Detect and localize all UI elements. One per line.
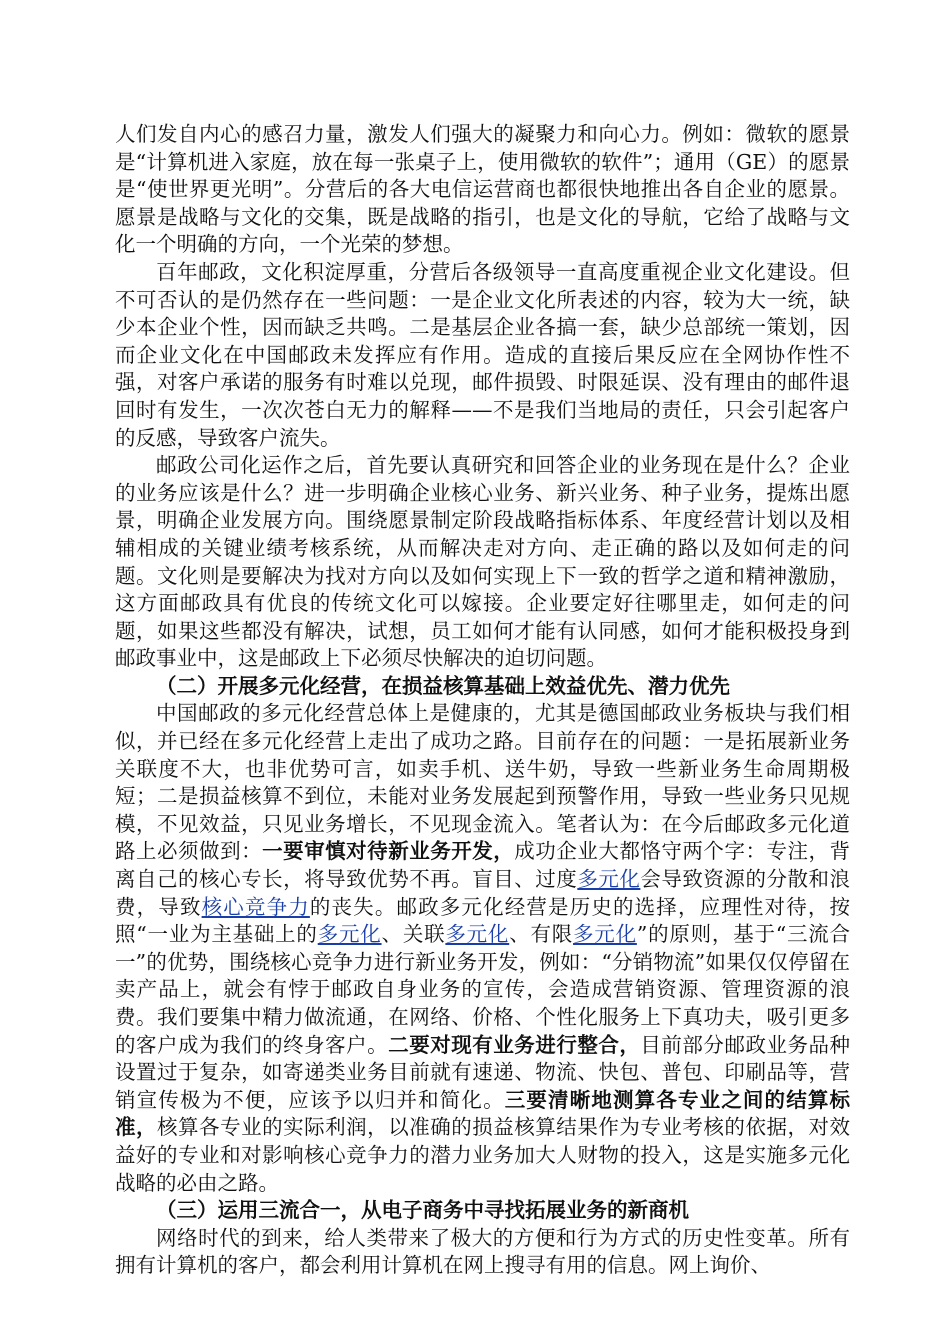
body-paragraph [115, 1225, 850, 1280]
text-run: 成功企业大都恪守两个字：专注，背离自己的核心专长，将导致优势不再。盲目、过度 [115, 839, 851, 892]
text-run: 邮政公司化运作之后，首先要认真研究和回答企业的业务现在是什么？企业的业务应该是什么？进一步明确企业核心业务、新兴业务、种子业务，提炼出愿景，明确企业发展方向。围绕愿景制定阶段战略指标体系、年度经营计划以及相辅相成的关键业绩考核系统，从而解决走对方向、走正确的路以及如何走的问题。文化则是要解决为找对方向以及如何实现上下一致的哲学之道和精神激励，这方面邮政具有优良的传统文化可以嫁接。企业要定好往哪里走，如何走的问题，如果这些都没有解决，试想，员工如何才能有认同感，如何才能积极投身到邮政事业中，这是邮政上下必须尽快解决的迫切问题。 [115, 453, 850, 671]
text-run: 、有限 [509, 922, 574, 947]
text-run: 的丧失。邮政多元化经营是历史的选择，应理性对待，按照“一业为主基础上的 [115, 894, 851, 947]
text-run: （三）运用三流合一，从电子商务中寻找拓展业务的新商机 [156, 1198, 689, 1223]
document-page [115, 121, 850, 1280]
text-run: 会导致资源的分散和浪费，导致 [115, 867, 851, 919]
text-run: 中国邮政的多元化经营总体上是健康的，尤其是德国邮政业务板块与我们相似，并已经在多元化经营上走出了成功之路。目前存在的问题：一是拓展新业务关联度不大，也非优势可言，如卖手机、送牛奶，导致一些新业务生命周期极短；二是损益核算不到位，未能对业务发展起到预警作用，导致一些业务只见规模，不见效益，只见业务增长，不见现金流入。笔者认为：在今后邮政多元化道路上必须做到： [115, 701, 850, 864]
body-paragraph [115, 700, 850, 1197]
text-run: 目前部分邮政业务品种设置过于复杂，如寄递类业务目前就有速递、物流、快包、普包、印刷品等，营销宣传极为不便，应该予以归并和简化。 [115, 1032, 851, 1112]
text-run: 人们发自内心的感召力量，激发人们强大的凝聚力和向心力。例如：微软的愿景是“计算机进入家庭，放在每一张桌子上，使用微软的软件”；通用（GE）的愿景是“使世界更光明”。分营后的各大电信运营商也都很快地推出各自企业的愿景。愿景是战略与文化的交集，既是战略的指引，也是文化的导航，它给了战略与文化一个明确的方向，一个光荣的梦想。 [115, 122, 850, 257]
text-run: 百年邮政，文化积淀厚重，分营后各级领导一直高度重视企业文化建设。但不可否认的是仍然存在一些问题：一是企业文化所表述的内容，较为大一统，缺少本企业个性，因而缺乏共鸣。二是基层企业各搞一套，缺少总部统一策划，因而企业文化在中国邮政未发挥应有作用。造成的直接后果反应在全网协作性不强，对客户承诺的服务有时难以兑现，邮件损毁、时限延误、没有理由的邮件退回时有发生，一次次苍白无力的解释——不是我们当地局的责任，只会引起客户的反感，导致客户流失。 [115, 259, 850, 450]
term-link[interactable]: 多元化 [577, 867, 641, 892]
text-run: （二）开展多元化经营，在损益核算基础上效益优先、潜力优先 [156, 673, 730, 698]
text-run: 网络时代的到来，给人类带来了极大的方便和行为方式的历史性变革。所有拥有计算机的客户，都会利用计算机在网上搜寻有用的信息。网上询价、 [115, 1225, 850, 1278]
emphasis-text: 一要审慎对待新业务开发， [262, 839, 515, 864]
emphasis-text: 二要对现有业务进行整合， [388, 1032, 641, 1057]
text-run: 、关联 [381, 922, 446, 947]
text-run: 核算各专业的实际利润，以准确的损益核算结果作为专业考核的依据，对效益好的专业和对影响核心竞争力的潜力业务加大人财物的投入，这是实施多元化战略的必由之路。 [115, 1115, 850, 1195]
body-paragraph [115, 259, 850, 452]
body-paragraph [115, 452, 850, 673]
term-link[interactable]: 多元化 [317, 922, 382, 947]
section-heading [115, 673, 850, 701]
term-link[interactable]: 核心竞争力 [201, 894, 310, 919]
text-run: ”的原则，基于“三流合一”的优势，围绕核心竞争力进行新业务开发，例如：“分销物流”如果仅仅停留在卖产品上，就会有悖于邮政自身业务的宣传，会造成营销资源、管理资源的浪费。我们要集中精力做流通，在网络、价格、个性化服务上下真功夫，吸引更多的客户成为我们的终身客户。 [115, 922, 851, 1057]
emphasis-text: 三要清晰地测算各专业之间的结算标准， [115, 1087, 851, 1140]
term-link[interactable]: 多元化 [573, 922, 637, 947]
body-paragraph [115, 121, 850, 259]
section-heading [115, 1197, 850, 1225]
term-link[interactable]: 多元化 [445, 922, 510, 947]
